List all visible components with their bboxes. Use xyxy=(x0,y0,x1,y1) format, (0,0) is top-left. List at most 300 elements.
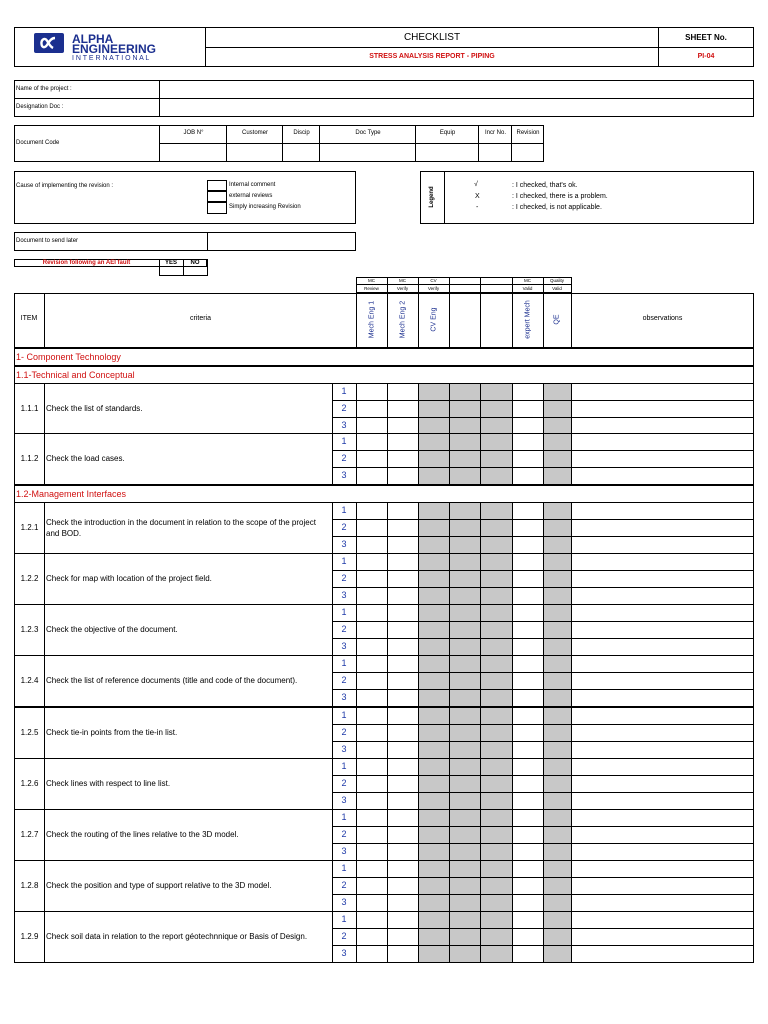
observation-cell[interactable] xyxy=(571,638,754,656)
review-check-cell[interactable] xyxy=(418,826,450,844)
doc-code-value-field[interactable] xyxy=(320,144,415,161)
checkbox-simply-increasing[interactable] xyxy=(207,202,227,214)
sub-check-number: 1 xyxy=(341,812,347,822)
sub-check-number: 3 xyxy=(341,692,347,702)
review-check-cell[interactable] xyxy=(418,911,450,929)
review-check-cell[interactable] xyxy=(356,775,388,793)
review-check-cell[interactable] xyxy=(543,502,572,520)
review-check-cell[interactable] xyxy=(449,724,481,742)
review-check-cell[interactable] xyxy=(356,672,388,690)
review-check-cell[interactable] xyxy=(543,741,572,759)
observation-cell[interactable] xyxy=(571,467,754,485)
review-check-cell[interactable] xyxy=(418,536,450,554)
review-check-cell[interactable] xyxy=(512,570,544,588)
observation-cell[interactable] xyxy=(571,383,754,401)
review-check-cell[interactable] xyxy=(418,502,450,520)
review-check-cell[interactable] xyxy=(512,860,544,878)
observation-cell[interactable] xyxy=(571,570,754,588)
review-check-cell[interactable] xyxy=(356,570,388,588)
review-check-cell[interactable] xyxy=(512,467,544,485)
review-check-cell[interactable] xyxy=(480,536,513,554)
review-check-cell[interactable] xyxy=(387,604,419,622)
sub-check-number: 2 xyxy=(341,675,347,685)
review-check-cell[interactable] xyxy=(418,860,450,878)
review-check-cell[interactable] xyxy=(512,519,544,537)
review-check-cell[interactable] xyxy=(512,450,544,468)
review-check-cell[interactable] xyxy=(543,383,572,401)
observation-cell[interactable] xyxy=(571,843,754,861)
criteria-text: Check soil data in relation to the report géotechnnique or Basis of Design. xyxy=(46,932,308,941)
review-check-cell[interactable] xyxy=(449,400,481,418)
project-name-field[interactable] xyxy=(160,81,753,98)
review-check-cell[interactable] xyxy=(512,792,544,810)
review-check-cell[interactable] xyxy=(480,467,513,485)
review-check-cell[interactable] xyxy=(418,843,450,861)
review-check-cell[interactable] xyxy=(480,450,513,468)
observation-cell[interactable] xyxy=(571,792,754,810)
send-later-field[interactable] xyxy=(208,233,355,250)
review-check-cell[interactable] xyxy=(512,400,544,418)
review-check-cell[interactable] xyxy=(418,638,450,656)
criteria-text: Check the list of reference documents (title and code of the document). xyxy=(46,676,298,685)
review-check-cell[interactable] xyxy=(543,707,572,725)
review-check-cell[interactable] xyxy=(543,638,572,656)
observation-cell[interactable] xyxy=(571,826,754,844)
review-check-cell[interactable] xyxy=(387,826,419,844)
review-check-cell[interactable] xyxy=(387,741,419,759)
observation-cell[interactable] xyxy=(571,587,754,605)
review-check-cell[interactable] xyxy=(418,570,450,588)
review-check-cell[interactable] xyxy=(543,689,572,707)
review-check-cell[interactable] xyxy=(480,894,513,912)
review-check-cell[interactable] xyxy=(387,433,419,451)
sub-check-number: 3 xyxy=(341,897,347,907)
legend-symbol-ok: √ xyxy=(474,181,478,188)
observation-cell[interactable] xyxy=(571,775,754,793)
review-check-cell[interactable] xyxy=(512,826,544,844)
header-col-divider xyxy=(480,293,481,348)
review-check-cell[interactable] xyxy=(449,758,481,776)
review-check-cell[interactable] xyxy=(356,604,388,622)
review-check-cell[interactable] xyxy=(356,928,388,946)
review-check-cell[interactable] xyxy=(418,758,450,776)
observation-cell[interactable] xyxy=(571,553,754,571)
review-check-cell[interactable] xyxy=(543,400,572,418)
review-check-cell[interactable] xyxy=(512,502,544,520)
review-check-cell[interactable] xyxy=(356,587,388,605)
review-check-cell[interactable] xyxy=(543,604,572,622)
review-check-cell[interactable] xyxy=(512,928,544,946)
review-check-cell[interactable] xyxy=(356,758,388,776)
review-check-cell[interactable] xyxy=(543,536,572,554)
review-check-cell[interactable] xyxy=(356,826,388,844)
review-check-cell[interactable] xyxy=(387,672,419,690)
review-check-cell[interactable] xyxy=(512,843,544,861)
checkbox-external-reviews[interactable] xyxy=(207,191,227,202)
review-check-cell[interactable] xyxy=(418,621,450,639)
review-check-cell[interactable] xyxy=(418,433,450,451)
review-check-cell[interactable] xyxy=(512,433,544,451)
review-check-cell[interactable] xyxy=(418,707,450,725)
doc-code-value-field[interactable] xyxy=(160,144,226,161)
review-check-cell[interactable] xyxy=(418,689,450,707)
review-check-cell[interactable] xyxy=(480,792,513,810)
review-check-cell[interactable] xyxy=(449,689,481,707)
sub-check-number: 1 xyxy=(341,658,347,668)
observation-cell[interactable] xyxy=(571,502,754,520)
review-check-cell[interactable] xyxy=(356,638,388,656)
legend-text-na: : I checked, is not applicable. xyxy=(512,204,602,211)
designation-field[interactable] xyxy=(160,99,753,116)
review-check-cell[interactable] xyxy=(387,792,419,810)
review-check-cell[interactable] xyxy=(387,809,419,827)
review-check-cell[interactable] xyxy=(480,433,513,451)
review-check-cell[interactable] xyxy=(480,826,513,844)
no-field[interactable] xyxy=(184,267,207,275)
review-check-cell[interactable] xyxy=(387,553,419,571)
review-check-cell[interactable] xyxy=(356,741,388,759)
review-check-cell[interactable] xyxy=(449,928,481,946)
review-check-cell[interactable] xyxy=(387,843,419,861)
review-check-cell[interactable] xyxy=(449,621,481,639)
review-check-cell[interactable] xyxy=(512,877,544,895)
review-check-cell[interactable] xyxy=(356,400,388,418)
review-check-cell[interactable] xyxy=(387,911,419,929)
review-check-cell[interactable] xyxy=(387,450,419,468)
review-check-cell[interactable] xyxy=(543,826,572,844)
review-check-cell[interactable] xyxy=(387,894,419,912)
observation-cell[interactable] xyxy=(571,672,754,690)
review-check-cell[interactable] xyxy=(418,894,450,912)
review-check-cell[interactable] xyxy=(449,655,481,673)
doc-code-value-field[interactable] xyxy=(479,144,511,161)
review-check-cell[interactable] xyxy=(387,928,419,946)
review-check-cell[interactable] xyxy=(512,809,544,827)
review-check-cell[interactable] xyxy=(512,758,544,776)
review-check-cell[interactable] xyxy=(449,519,481,537)
review-check-cell[interactable] xyxy=(356,655,388,673)
review-check-cell[interactable] xyxy=(449,843,481,861)
review-check-cell[interactable] xyxy=(512,638,544,656)
review-check-cell[interactable] xyxy=(387,707,419,725)
observation-cell[interactable] xyxy=(571,621,754,639)
observation-cell[interactable] xyxy=(571,655,754,673)
review-check-cell[interactable] xyxy=(543,860,572,878)
review-check-cell[interactable] xyxy=(387,638,419,656)
review-check-cell[interactable] xyxy=(387,758,419,776)
review-check-cell[interactable] xyxy=(387,587,419,605)
review-check-cell[interactable] xyxy=(480,758,513,776)
observation-cell[interactable] xyxy=(571,604,754,622)
review-check-cell[interactable] xyxy=(387,724,419,742)
review-check-cell[interactable] xyxy=(480,519,513,537)
yes-label: YES xyxy=(164,260,177,266)
review-check-cell[interactable] xyxy=(512,724,544,742)
review-check-cell[interactable] xyxy=(480,707,513,725)
review-check-cell[interactable] xyxy=(512,587,544,605)
review-check-cell[interactable] xyxy=(480,775,513,793)
review-check-cell[interactable] xyxy=(512,894,544,912)
review-check-cell[interactable] xyxy=(543,519,572,537)
review-check-cell[interactable] xyxy=(449,502,481,520)
doc-code-value-field[interactable] xyxy=(512,144,543,161)
review-check-cell[interactable] xyxy=(512,604,544,622)
review-check-cell[interactable] xyxy=(449,741,481,759)
review-check-cell[interactable] xyxy=(449,775,481,793)
review-check-cell[interactable] xyxy=(418,383,450,401)
doc-code-col-header: Equip xyxy=(439,130,456,136)
item-id: 1.1.1 xyxy=(20,403,39,413)
review-check-cell[interactable] xyxy=(418,467,450,485)
review-check-cell[interactable] xyxy=(449,433,481,451)
review-check-cell[interactable] xyxy=(449,877,481,895)
review-check-cell[interactable] xyxy=(387,621,419,639)
review-check-cell[interactable] xyxy=(512,553,544,571)
review-check-cell[interactable] xyxy=(543,792,572,810)
item-id: 1.2.3 xyxy=(20,624,39,634)
review-check-cell[interactable] xyxy=(418,928,450,946)
yes-field[interactable] xyxy=(160,267,183,275)
item-header: ITEM xyxy=(20,315,38,322)
sub-check-number: 2 xyxy=(341,727,347,737)
review-check-cell[interactable] xyxy=(449,809,481,827)
review-check-cell[interactable] xyxy=(480,587,513,605)
doc-code-value-field[interactable] xyxy=(283,144,319,161)
review-check-cell[interactable] xyxy=(449,792,481,810)
observation-cell[interactable] xyxy=(571,536,754,554)
review-check-cell[interactable] xyxy=(449,587,481,605)
review-check-cell[interactable] xyxy=(543,894,572,912)
review-check-cell[interactable] xyxy=(512,689,544,707)
review-check-cell[interactable] xyxy=(387,570,419,588)
review-check-cell[interactable] xyxy=(449,894,481,912)
review-check-cell[interactable] xyxy=(512,707,544,725)
observation-cell[interactable] xyxy=(571,741,754,759)
review-check-cell[interactable] xyxy=(356,724,388,742)
review-check-cell[interactable] xyxy=(449,553,481,571)
doc-code-value-field[interactable] xyxy=(227,144,282,161)
review-check-cell[interactable] xyxy=(480,860,513,878)
review-check-cell[interactable] xyxy=(543,877,572,895)
review-check-cell[interactable] xyxy=(449,604,481,622)
review-check-cell[interactable] xyxy=(387,536,419,554)
sub-check-number: 3 xyxy=(341,795,347,805)
review-check-cell[interactable] xyxy=(480,724,513,742)
review-check-cell[interactable] xyxy=(356,450,388,468)
review-check-cell[interactable] xyxy=(356,433,388,451)
review-check-cell[interactable] xyxy=(449,450,481,468)
observation-cell[interactable] xyxy=(571,689,754,707)
review-check-cell[interactable] xyxy=(356,860,388,878)
observation-cell[interactable] xyxy=(571,758,754,776)
review-check-cell[interactable] xyxy=(543,809,572,827)
review-check-cell[interactable] xyxy=(543,928,572,946)
review-check-cell[interactable] xyxy=(543,672,572,690)
review-check-cell[interactable] xyxy=(418,519,450,537)
review-check-cell[interactable] xyxy=(480,604,513,622)
review-check-cell[interactable] xyxy=(387,400,419,418)
observation-cell[interactable] xyxy=(571,400,754,418)
observation-cell[interactable] xyxy=(571,450,754,468)
review-check-cell[interactable] xyxy=(543,655,572,673)
review-check-cell[interactable] xyxy=(543,775,572,793)
review-check-cell[interactable] xyxy=(480,877,513,895)
review-check-cell[interactable] xyxy=(418,553,450,571)
review-check-cell[interactable] xyxy=(449,945,481,963)
review-check-cell[interactable] xyxy=(480,570,513,588)
review-check-cell[interactable] xyxy=(418,775,450,793)
review-check-cell[interactable] xyxy=(387,877,419,895)
review-check-cell[interactable] xyxy=(356,519,388,537)
review-check-cell[interactable] xyxy=(418,792,450,810)
review-check-cell[interactable] xyxy=(512,383,544,401)
review-check-cell[interactable] xyxy=(543,467,572,485)
observation-cell[interactable] xyxy=(571,945,754,963)
page-subtitle: STRESS ANALYSIS REPORT - PIPING xyxy=(369,53,495,60)
review-check-cell[interactable] xyxy=(512,621,544,639)
review-check-cell[interactable] xyxy=(480,809,513,827)
review-check-cell[interactable] xyxy=(449,467,481,485)
review-check-cell[interactable] xyxy=(512,945,544,963)
review-check-cell[interactable] xyxy=(387,860,419,878)
review-check-cell[interactable] xyxy=(418,809,450,827)
review-check-cell[interactable] xyxy=(356,707,388,725)
review-check-cell[interactable] xyxy=(449,536,481,554)
review-check-cell[interactable] xyxy=(512,672,544,690)
review-check-cell[interactable] xyxy=(449,638,481,656)
review-check-cell[interactable] xyxy=(543,587,572,605)
criteria-text: Check the objective of the document. xyxy=(46,625,178,634)
review-check-cell[interactable] xyxy=(480,400,513,418)
review-check-cell[interactable] xyxy=(387,502,419,520)
review-check-cell[interactable] xyxy=(449,570,481,588)
review-check-cell[interactable] xyxy=(480,911,513,929)
observation-cell[interactable] xyxy=(571,894,754,912)
review-check-cell[interactable] xyxy=(356,877,388,895)
review-check-cell[interactable] xyxy=(356,843,388,861)
review-check-cell[interactable] xyxy=(480,638,513,656)
review-check-cell[interactable] xyxy=(543,911,572,929)
review-check-cell[interactable] xyxy=(480,945,513,963)
review-check-cell[interactable] xyxy=(480,383,513,401)
review-check-cell[interactable] xyxy=(356,553,388,571)
review-check-cell[interactable] xyxy=(387,775,419,793)
review-check-cell[interactable] xyxy=(543,758,572,776)
review-check-cell[interactable] xyxy=(512,775,544,793)
sub-check-number: 2 xyxy=(341,624,347,634)
review-check-cell[interactable] xyxy=(512,536,544,554)
review-check-cell[interactable] xyxy=(512,911,544,929)
logo-line2: ENGINEERING xyxy=(72,42,157,56)
review-check-cell[interactable] xyxy=(512,741,544,759)
review-check-cell[interactable] xyxy=(418,945,450,963)
observation-cell[interactable] xyxy=(571,724,754,742)
review-check-cell[interactable] xyxy=(449,911,481,929)
review-check-cell[interactable] xyxy=(512,655,544,673)
review-check-cell[interactable] xyxy=(543,724,572,742)
review-check-cell[interactable] xyxy=(480,843,513,861)
review-check-cell[interactable] xyxy=(543,450,572,468)
review-check-cell[interactable] xyxy=(480,689,513,707)
observation-cell[interactable] xyxy=(571,519,754,537)
review-check-cell[interactable] xyxy=(418,741,450,759)
review-check-cell[interactable] xyxy=(449,707,481,725)
review-check-cell[interactable] xyxy=(543,843,572,861)
review-check-cell[interactable] xyxy=(418,655,450,673)
review-check-cell[interactable] xyxy=(356,502,388,520)
review-check-cell[interactable] xyxy=(480,672,513,690)
review-check-cell[interactable] xyxy=(387,945,419,963)
review-check-cell[interactable] xyxy=(418,724,450,742)
review-check-cell[interactable] xyxy=(387,467,419,485)
review-check-cell[interactable] xyxy=(480,655,513,673)
review-check-cell[interactable] xyxy=(356,894,388,912)
review-check-cell[interactable] xyxy=(356,467,388,485)
review-check-cell[interactable] xyxy=(543,433,572,451)
review-check-cell[interactable] xyxy=(449,672,481,690)
review-check-cell[interactable] xyxy=(480,553,513,571)
review-check-cell[interactable] xyxy=(356,621,388,639)
observation-cell[interactable] xyxy=(571,911,754,929)
doc-code-value-field[interactable] xyxy=(416,144,478,161)
review-check-cell[interactable] xyxy=(418,587,450,605)
review-check-cell[interactable] xyxy=(418,672,450,690)
observation-cell[interactable] xyxy=(571,860,754,878)
review-check-cell[interactable] xyxy=(356,911,388,929)
observation-cell[interactable] xyxy=(571,433,754,451)
review-check-cell[interactable] xyxy=(356,383,388,401)
review-check-cell[interactable] xyxy=(418,877,450,895)
review-check-cell[interactable] xyxy=(480,621,513,639)
checkbox-internal-comment[interactable] xyxy=(207,180,227,191)
review-check-cell[interactable] xyxy=(480,502,513,520)
approval-role: Quality xyxy=(549,278,564,283)
review-check-cell[interactable] xyxy=(387,383,419,401)
review-check-cell[interactable] xyxy=(356,536,388,554)
review-check-cell[interactable] xyxy=(356,792,388,810)
review-check-cell[interactable] xyxy=(543,570,572,588)
review-check-cell[interactable] xyxy=(543,553,572,571)
review-check-cell[interactable] xyxy=(356,809,388,827)
review-check-cell[interactable] xyxy=(480,741,513,759)
no-label: NO xyxy=(190,260,200,266)
review-check-cell[interactable] xyxy=(387,519,419,537)
review-check-cell[interactable] xyxy=(480,928,513,946)
review-check-cell[interactable] xyxy=(543,945,572,963)
review-check-cell[interactable] xyxy=(418,604,450,622)
observation-cell[interactable] xyxy=(571,809,754,827)
item-id: 1.1.2 xyxy=(20,453,39,463)
review-check-cell[interactable] xyxy=(449,383,481,401)
review-check-cell[interactable] xyxy=(418,450,450,468)
sub-check-number: 2 xyxy=(341,778,347,788)
item-id: 1.2.1 xyxy=(20,522,39,532)
sub-check-number: 2 xyxy=(341,403,347,413)
review-check-cell[interactable] xyxy=(356,689,388,707)
review-check-cell[interactable] xyxy=(418,400,450,418)
review-check-cell[interactable] xyxy=(449,826,481,844)
review-check-cell[interactable] xyxy=(449,860,481,878)
observation-cell[interactable] xyxy=(571,877,754,895)
approval-role: MC xyxy=(399,278,406,283)
review-check-cell[interactable] xyxy=(387,689,419,707)
review-check-cell[interactable] xyxy=(356,945,388,963)
observation-cell[interactable] xyxy=(571,707,754,725)
observation-cell[interactable] xyxy=(571,928,754,946)
review-check-cell[interactable] xyxy=(543,621,572,639)
approval-role: MC xyxy=(368,278,375,283)
review-check-cell[interactable] xyxy=(387,655,419,673)
